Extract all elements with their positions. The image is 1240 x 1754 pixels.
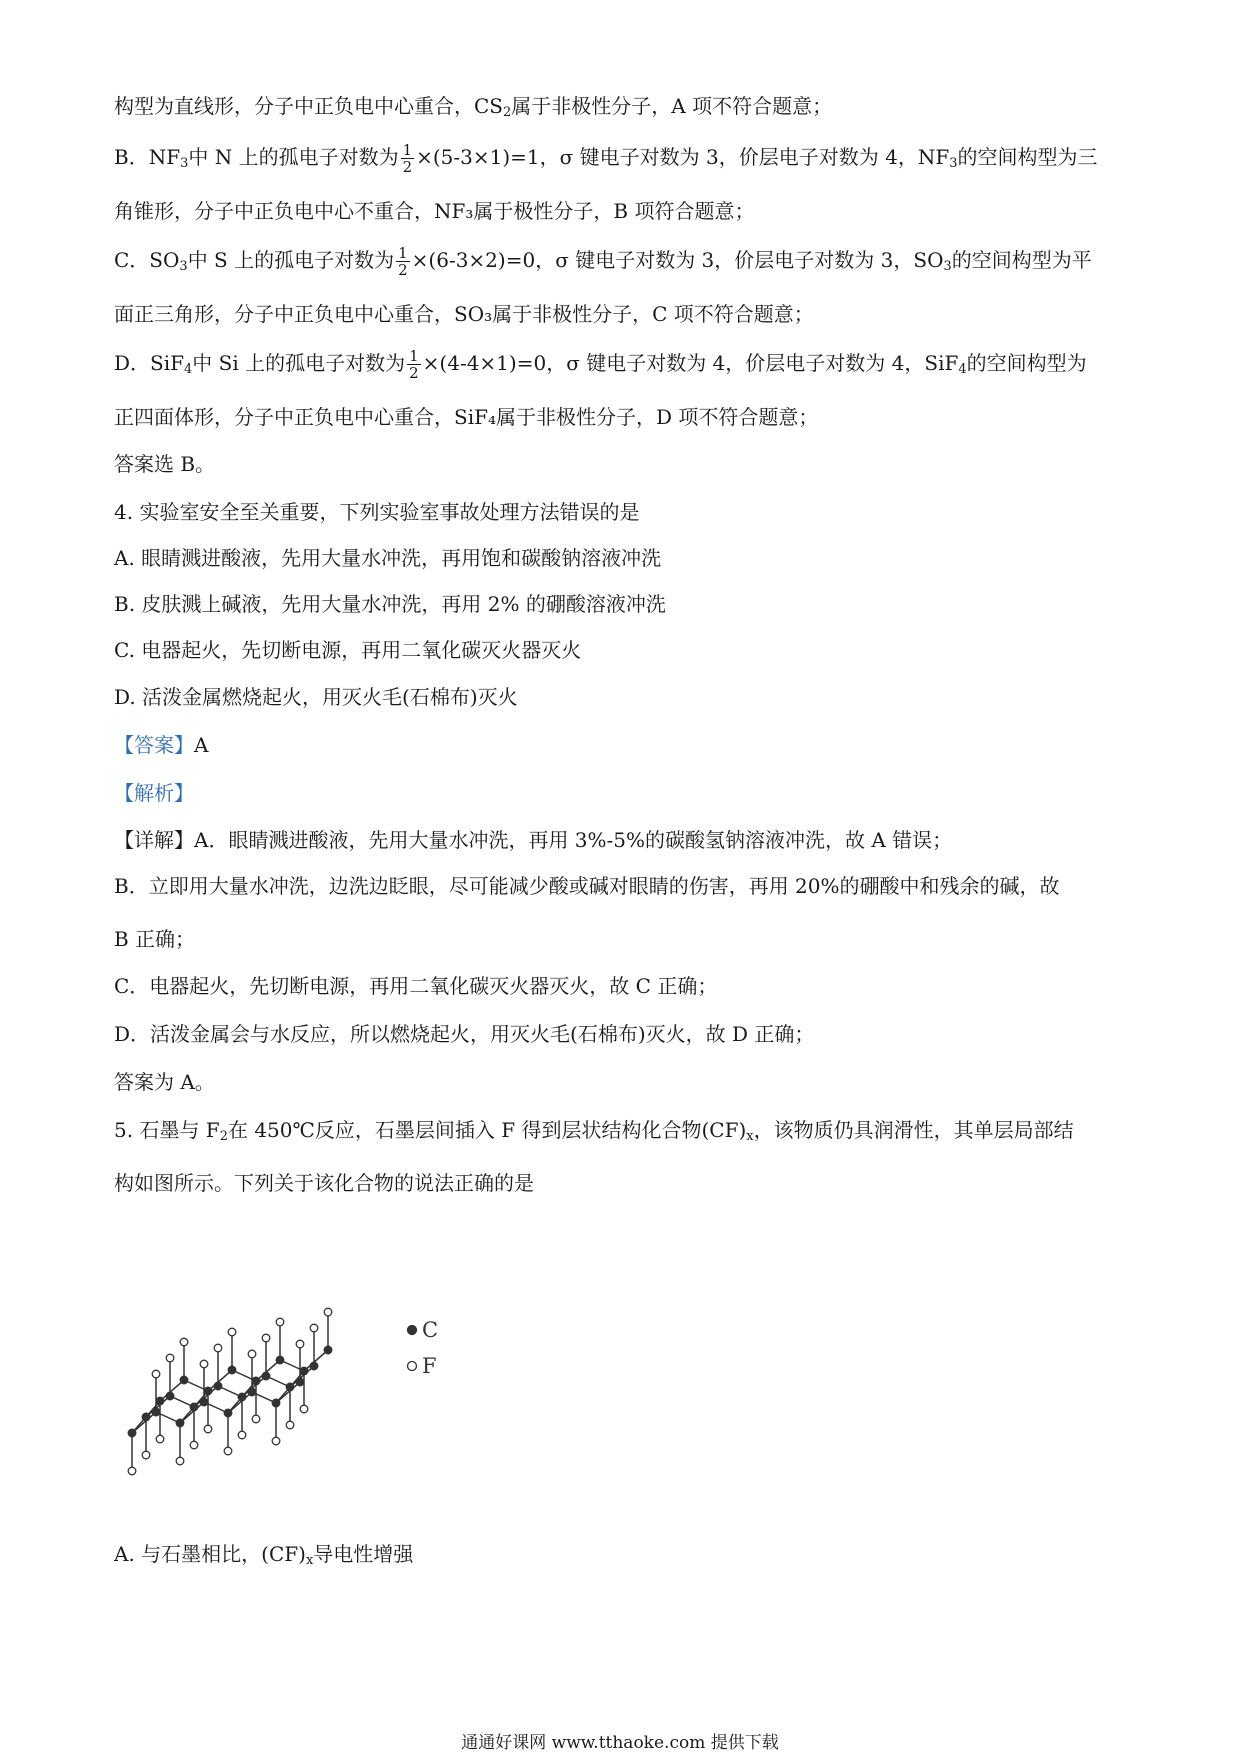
footer-source: 通通好课网 www.tthaoke.com 提供下载 xyxy=(461,1733,779,1753)
subscript: x xyxy=(305,1553,314,1568)
text: 中 N 上的孤电子对数为 xyxy=(188,145,399,169)
fluorine-atom xyxy=(180,1338,188,1346)
carbon-atom xyxy=(176,1419,184,1427)
fluorine-atom xyxy=(296,1340,304,1348)
text: 在 450℃反应，石墨层间插入 F 得到层状结构化合物(CF) xyxy=(227,1118,747,1142)
fluorine-atom xyxy=(224,1447,232,1455)
fluorine-atom xyxy=(128,1467,136,1475)
question-4-option-b: B. 皮肤溅上碱液，先用大量水冲洗，再用 2% 的硼酸溶液冲洗 xyxy=(114,592,666,616)
fluorine-atom xyxy=(152,1370,160,1378)
subscript: 4 xyxy=(184,362,193,377)
text-line xyxy=(114,245,1092,281)
carbon-atom xyxy=(156,1397,164,1405)
legend-fluorine-icon xyxy=(408,1362,417,1371)
fluorine-atom xyxy=(156,1435,164,1443)
fraction xyxy=(407,348,421,381)
carbon-atom xyxy=(276,1356,284,1364)
carbon-atom xyxy=(228,1366,236,1374)
carbon-atom xyxy=(296,1378,304,1386)
carbon-atom xyxy=(224,1409,232,1417)
fraction-numerator: 1 xyxy=(409,347,419,365)
carbon-atom xyxy=(142,1413,150,1421)
text: 构型为直线形，分子中正负电中心重合，CS xyxy=(114,94,504,118)
text-line: 角锥形，分子中正负电中心不重合，NF₃属于极性分子，B 项符合题意； xyxy=(114,199,755,223)
carbon-atom xyxy=(214,1382,222,1390)
fraction-denominator: 2 xyxy=(402,158,413,176)
answer-row xyxy=(114,731,208,759)
text: 的空间构型为三 xyxy=(957,145,1098,169)
text: D．SiF xyxy=(114,351,185,375)
subscript: 3 xyxy=(943,259,952,274)
text-line: 面正三角形，分子中正负电中心重合，SO₃属于非极性分子，C 项不符合题意； xyxy=(114,302,814,326)
carbon-atom xyxy=(262,1372,270,1380)
carbon-atom xyxy=(200,1398,208,1406)
detail-b-cont: B 正确； xyxy=(114,927,196,951)
carbon-atom xyxy=(248,1388,256,1396)
fluorine-atom xyxy=(262,1334,270,1342)
text: 导电性增强 xyxy=(313,1542,414,1566)
subscript: 3 xyxy=(949,156,958,171)
carbon-atom xyxy=(310,1362,318,1370)
fraction-numerator: 1 xyxy=(402,141,413,159)
text: A. 与石墨相比，(CF) xyxy=(114,1542,306,1566)
carbon-atom xyxy=(180,1376,188,1384)
legend-carbon-label: C xyxy=(422,1318,439,1342)
fraction-numerator: 1 xyxy=(398,244,408,262)
text: 的空间构型为 xyxy=(966,351,1087,375)
carbon-atom xyxy=(152,1408,160,1416)
question-4-option-a: A. 眼睛溅进酸液，先用大量水冲洗，再用饱和碳酸钠溶液冲洗 xyxy=(114,546,662,570)
legend-fluorine-label: F xyxy=(422,1354,437,1378)
text: C．SO xyxy=(114,248,180,272)
fluorine-atom xyxy=(200,1360,208,1368)
question-4-option-c: C. 电器起火，先切断电源，再用二氧化碳灭火器灭火 xyxy=(114,638,582,662)
detail-a: A．眼睛溅进酸液，先用大量水冲洗，再用 3%-5%的碳酸氢钠溶液冲洗，故 A 错误； xyxy=(194,828,953,852)
fraction-denominator: 2 xyxy=(409,364,419,382)
question-5-option-a xyxy=(114,1540,413,1575)
answer-tag: 【答案】 xyxy=(114,733,194,757)
text: B．NF xyxy=(114,145,181,169)
fluorine-atom xyxy=(238,1431,246,1439)
detail-tag: 【详解】 xyxy=(114,828,194,852)
text-line: 正四面体形，分子中正负电中心重合，SiF₄属于非极性分子，D 项不符合题意； xyxy=(114,405,819,429)
carbon-atom xyxy=(252,1377,260,1385)
carbon-atom xyxy=(300,1367,308,1375)
text: 5. 石墨与 F xyxy=(114,1118,220,1142)
analysis-tag: 【解析】 xyxy=(114,781,194,805)
question-4-stem: 4. 实验室安全至关重要，下列实验室事故处理方法错误的是 xyxy=(114,500,640,524)
fluorine-atom xyxy=(190,1441,198,1449)
text: ，该物质仍具润滑性，其单层局部结 xyxy=(753,1118,1074,1142)
text: 中 S 上的孤电子对数为 xyxy=(187,248,395,272)
text-line xyxy=(114,142,1098,178)
fraction-denominator: 2 xyxy=(398,261,408,279)
answer-line: 答案选 B。 xyxy=(114,452,216,476)
fluorine-atom xyxy=(228,1328,236,1336)
text: 的空间构型为平 xyxy=(951,248,1092,272)
fluorine-atom xyxy=(166,1354,174,1362)
text-line xyxy=(114,92,832,127)
carbon-atom xyxy=(272,1399,280,1407)
carbon-atom xyxy=(238,1393,246,1401)
text: ×(5-3×1)=1，σ 键电子对数为 3，价层电子对数为 4，NF xyxy=(416,145,950,169)
legend-carbon-icon xyxy=(408,1326,417,1335)
carbon-atom xyxy=(190,1403,198,1411)
carbon-atom xyxy=(128,1429,136,1437)
subscript: 2 xyxy=(219,1129,228,1144)
fluorine-atom xyxy=(248,1350,256,1358)
question-5-stem-cont: 构如图所示。下列关于该化合物的说法正确的是 xyxy=(114,1171,534,1195)
subscript: 4 xyxy=(958,362,967,377)
answer-value: A xyxy=(194,733,209,757)
fluorine-atom xyxy=(272,1437,280,1445)
text: 中 Si 上的孤电子对数为 xyxy=(192,351,406,375)
detail-c: C．电器起火，先切断电源，再用二氧化碳灭火器灭火，故 C 正确； xyxy=(114,974,718,998)
fluorine-atom xyxy=(214,1344,222,1352)
fraction xyxy=(396,245,410,278)
question-4-option-d: D. 活泼金属燃烧起火，用灭火毛(石棉布)灭火 xyxy=(114,685,518,709)
detail-row xyxy=(114,826,952,854)
detail-b: B．立即用大量水冲洗，边洗边眨眼，尽可能减少酸或碱对眼睛的伤害，再用 20%的硼酸中和残余的碱，故 xyxy=(114,874,1060,898)
detail-d: D．活泼金属会与水反应，所以燃烧起火，用灭火毛(石棉布)灭火，故 D 正确； xyxy=(114,1022,815,1046)
carbon-atom xyxy=(286,1383,294,1391)
fluorine-atom xyxy=(300,1405,308,1413)
subscript: 2 xyxy=(503,105,512,120)
fraction xyxy=(401,142,415,175)
cf-structure-figure xyxy=(120,1285,460,1510)
carbon-atom xyxy=(204,1387,212,1395)
fluorine-atom xyxy=(176,1457,184,1465)
fluorine-atom xyxy=(142,1451,150,1459)
fluorine-atom xyxy=(204,1425,212,1433)
carbon-atom xyxy=(324,1346,332,1354)
subscript: 3 xyxy=(179,259,188,274)
subscript: x xyxy=(746,1129,754,1144)
fluorine-atom xyxy=(286,1421,294,1429)
fluorine-atom xyxy=(276,1318,284,1326)
text: 属于非极性分子，A 项不符合题意； xyxy=(511,94,833,118)
text-line xyxy=(114,348,1087,384)
text: ×(6-3×2)=0，σ 键电子对数为 3，价层电子对数为 3，SO xyxy=(411,248,944,272)
fluorine-atom xyxy=(310,1324,318,1332)
fluorine-atom xyxy=(252,1415,260,1423)
detail-end: 答案为 A。 xyxy=(114,1070,215,1094)
text: ×(4-4×1)=0，σ 键电子对数为 4，价层电子对数为 4，SiF xyxy=(422,351,959,375)
subscript: 3 xyxy=(180,156,189,171)
fluorine-atom xyxy=(324,1308,332,1316)
carbon-atom xyxy=(166,1392,174,1400)
question-5-stem xyxy=(114,1116,1074,1151)
